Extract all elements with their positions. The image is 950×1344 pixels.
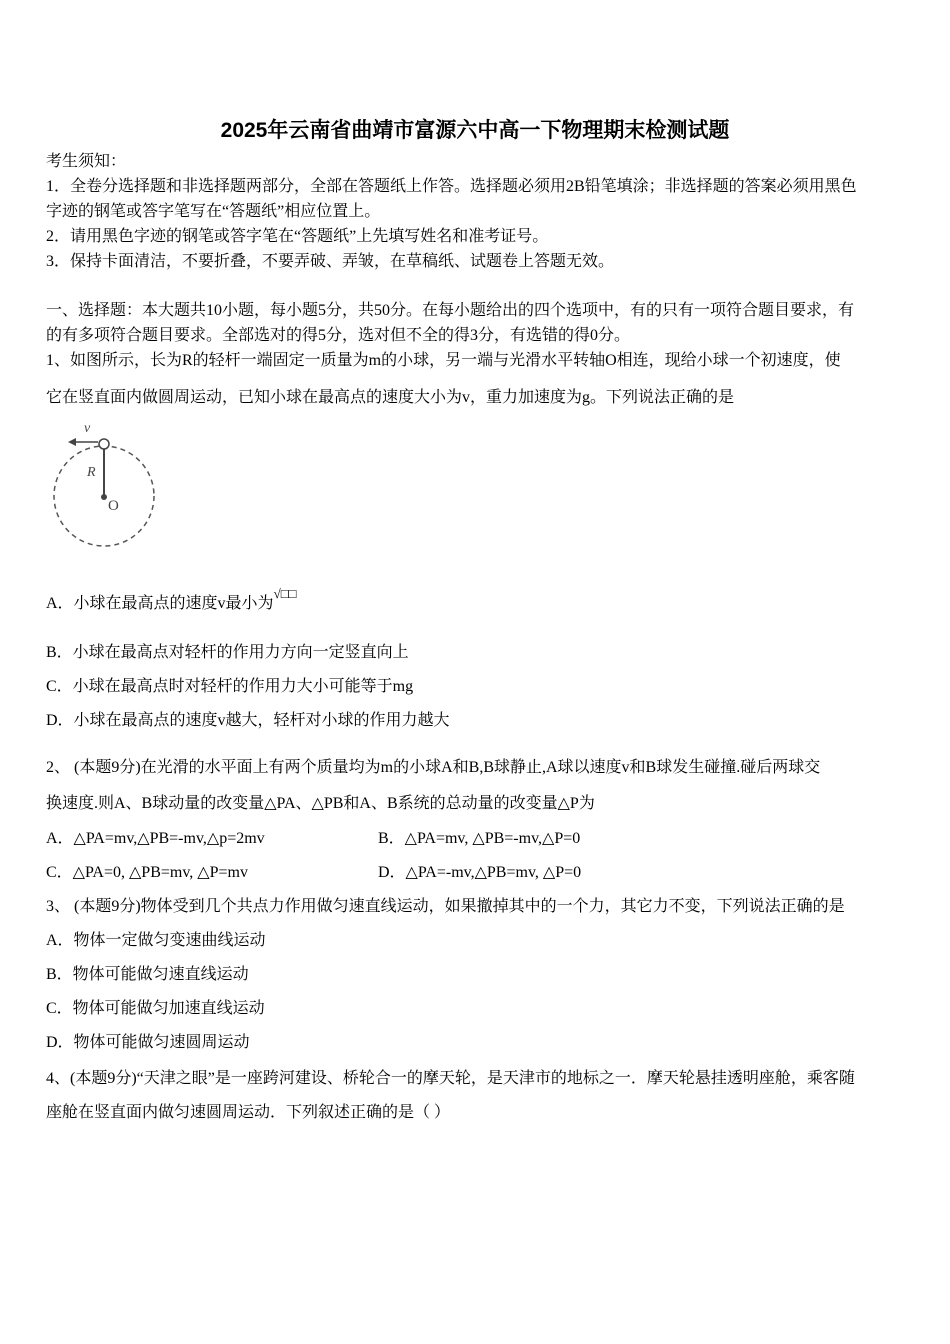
q3-option-d: D．物体可能做匀速圆周运动: [46, 1034, 250, 1051]
label-v: v: [84, 421, 91, 436]
axis-point: [101, 494, 107, 500]
q3-stem: 3、 (本题9分)物体受到几个共点力作用做匀速直线运动，如果撤掉其中的一个力，其它力不变，下列说法正确的是: [46, 898, 845, 915]
label-R: R: [87, 465, 96, 480]
q1-option-d: D．小球在最高点的速度v越大，轻杆对小球的作用力越大: [46, 712, 450, 729]
option-text: A．小球在最高点的速度v最小为: [46, 595, 274, 612]
q3-option-b: B．物体可能做匀速直线运动: [46, 966, 249, 983]
q2-option-b: B．△PA=mv, △PB=-mv,△P=0: [378, 830, 581, 847]
q1-option-a: [46, 586, 297, 614]
notice-line: 3．保持卡面清洁，不要折叠，不要弄破、弄皱，在草稿纸、试题卷上答题无效。: [46, 253, 615, 270]
notice-line: 1．全卷分选择题和非选择题两部分，全部在答题纸上作答。选择题必须用2B铅笔填涂；非选择题的答案必须用黑色: [46, 178, 857, 195]
q4-stem: 4、(本题9分)“天津之眼”是一座跨河建设、桥轮合一的摩天轮，是天津市的地标之一．摩天轮悬挂透明座舱，乘客随: [46, 1070, 855, 1087]
q4-stem: 座舱在竖直面内做匀速圆周运动．下列叙述正确的是（ ）: [46, 1104, 451, 1121]
ball: [99, 439, 109, 449]
q1-stem: 1、如图所示，长为R的轻杆一端固定一质量为m的小球，另一端与光滑水平转轴O相连，现给小球一个初速度，使: [46, 352, 841, 369]
q1-stem: 它在竖直面内做圆周运动，已知小球在最高点的速度大小为v，重力加速度为g。下列说法正确的是: [46, 389, 735, 406]
page-title: 2025年云南省曲靖市富源六中高一下物理期末检测试题: [220, 119, 730, 142]
q1-option-c: C．小球在最高点时对轻杆的作用力大小可能等于mg: [46, 678, 414, 695]
q3-option-c: C．物体可能做匀加速直线运动: [46, 1000, 265, 1017]
section-instructions: 的有多项符合题目要求。全部选对的得5分，选对但不全的得3分，有选错的得0分。: [46, 327, 631, 344]
q2-stem: 换速度.则A、B球动量的改变量△PA、△PB和A、B系统的总动量的改变量△P为: [46, 795, 595, 812]
label-O: O: [108, 498, 119, 514]
notice-line: 2．请用黑色字迹的钢笔或答字笔在“答题纸”上先填写姓名和准考证号。: [46, 228, 549, 245]
q2-stem: 2、 (本题9分)在光滑的水平面上有两个质量均为m的小球A和B,B球静止,A球以速度v和B球发生碰撞.碰后两球交: [46, 759, 821, 776]
q2-option-c: C．△PA=0, △PB=mv, △P=mv: [46, 864, 248, 881]
section-instructions: 一、选择题：本大题共10小题，每小题5分，共50分。在每小题给出的四个选项中，有的只有一项符合题目要求，有: [46, 302, 855, 319]
notice-line: 字迹的钢笔或答字笔写在“答题纸”相应位置上。: [46, 203, 381, 220]
q2-option-d: D．△PA=-mv,△PB=mv, △P=0: [378, 864, 582, 881]
circular-motion-figure: [50, 420, 160, 560]
notice-heading: 考生须知：: [46, 153, 127, 170]
sqrt-placeholder: √□□: [273, 586, 297, 601]
arrow-head-icon: [68, 438, 76, 446]
q2-option-a: A．△PA=mv,△PB=-mv,△p=2mv: [46, 830, 265, 847]
q1-option-b: B．小球在最高点对轻杆的作用力方向一定竖直向上: [46, 644, 409, 661]
q3-option-a: A．物体一定做匀变速曲线运动: [46, 932, 266, 949]
